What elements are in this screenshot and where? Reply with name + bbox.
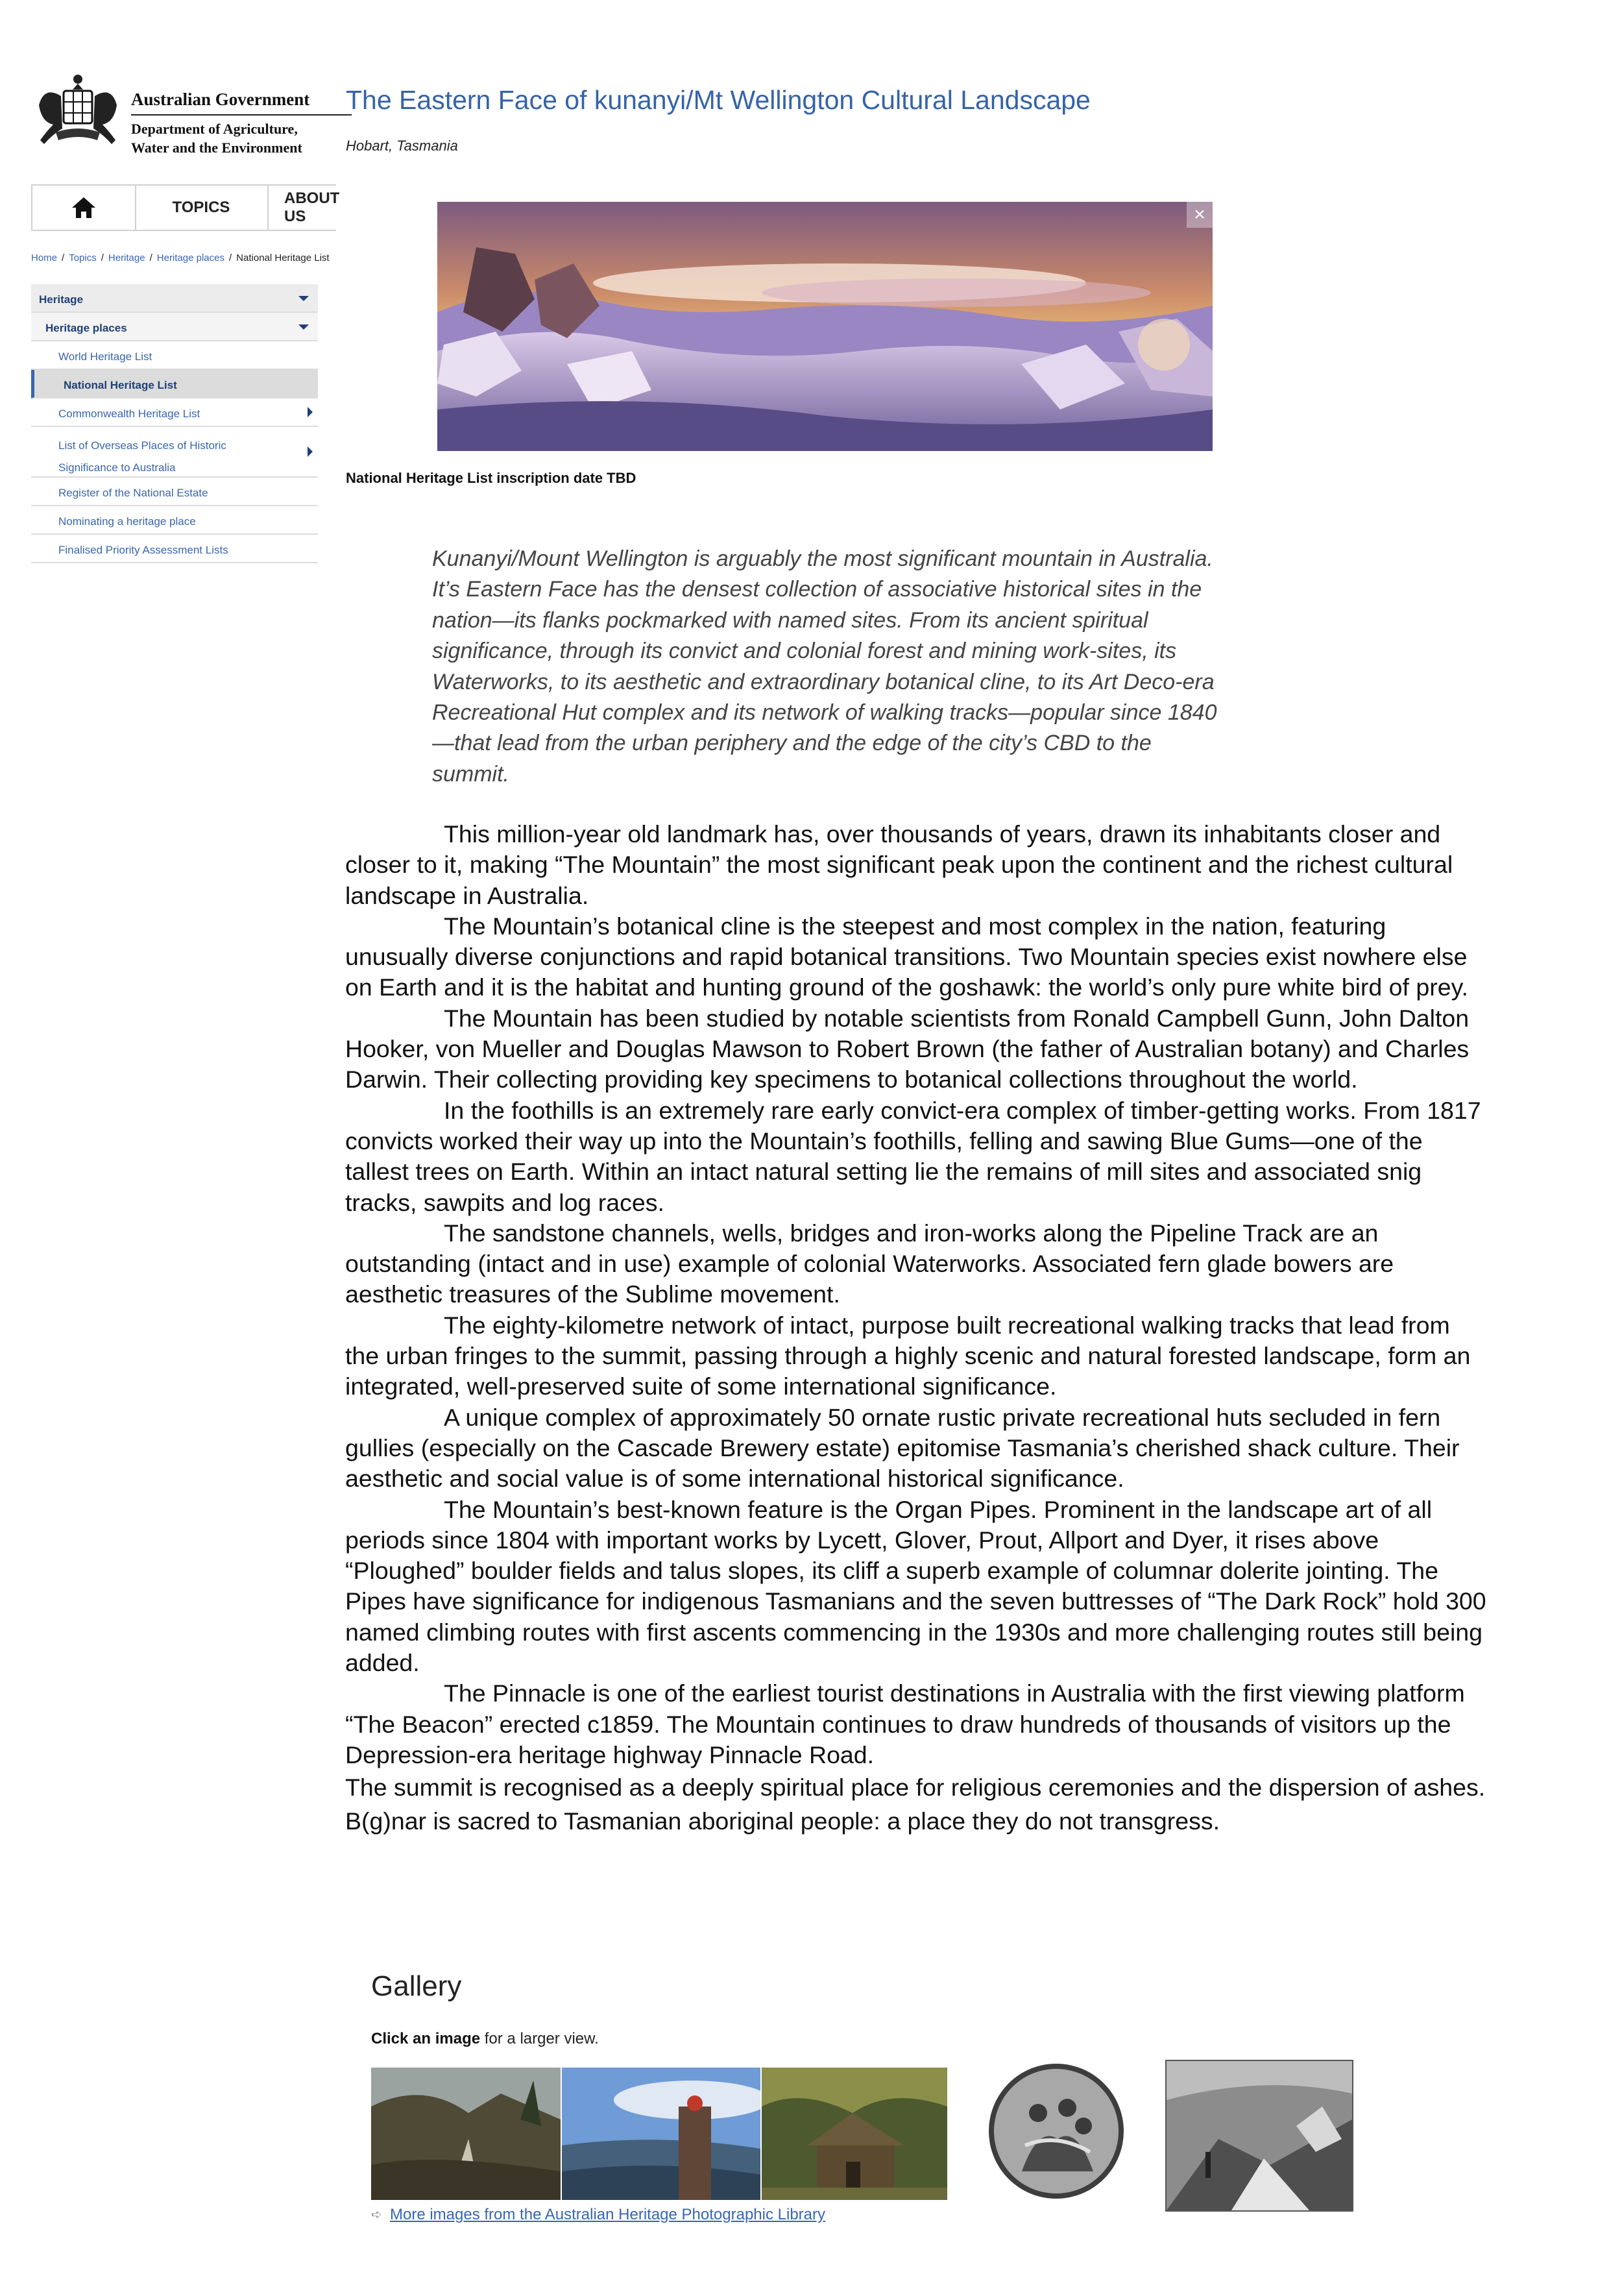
top-navigation [31,184,340,231]
summit-view-image [562,2068,760,2200]
page-title: The Eastern Face of kunanyi/Mt Wellington Cultural Landscape [346,85,1091,115]
chevron-down-icon [298,296,309,301]
more-images-link[interactable]: More images from the Australian Heritage Photographic Library [390,2206,825,2223]
nav-topics[interactable]: TOPICS [135,186,269,230]
paragraph: A unique complex of approximately 50 ornate rustic private recreational huts secluded in fern gullies (especially on the Cascade Brewery estate) epitomise Tasmania’s cherished shack culture. Their aesthetic and social value is of some international historical significance. [345,1403,1460,1493]
body-text [345,819,1487,1838]
gallery-thumbnail[interactable] [1165,2060,1353,2212]
sidebar-item-label: Commonwealth Heritage List [58,408,200,420]
breadcrumb-separator: / [101,252,104,263]
sidebar-item-commonwealth-heritage-list[interactable] [31,398,318,427]
paragraph: This million-year old landmark has, over thousands of years, drawn its inhabitants closer and closer to it, making “The Mountain” the most significant peak upon the continent and the richest cultural landscape in Australia. [345,820,1453,909]
vintage-group-portrait-image [986,2061,1126,2201]
bush-hut-image [762,2068,947,2200]
paragraph: The Mountain has been studied by notable scientists from Ronald Campbell Gunn, John Dalton Hooker, von Mueller and Douglas Mawson to Robert Brown (the father of Australian botany) and Charles Darwin. Their collecting providing key specimens to botanical collections throughout the world. [345,1004,1470,1093]
sidebar-item-world-heritage-list[interactable]: World Heritage List [31,341,318,370]
paragraph: The Mountain’s best-known feature is the Organ Pipes. Prominent in the landscape art of all periods since 1804 with important works by Lycett, Glover, Prout, Allport and Dyer, it rises above “Ploughed” boulder fields and talus slopes, its cliff a superb example of columnar dolerite jointing. The Pipes have significance for indigenous Tasmanians and the seven buttresses of “The Dark Rock” hold 300 named climbing routes with first ascents commencing in the 1930s and more challenging routes still being added. [345,1495,1486,1677]
paragraph: The sandstone channels, wells, bridges and iron-works along the Pipeline Track are an outstanding (intact and in use) example of colonial Waterworks. Associated fern glade bowers are aesthetic treasures of the Sublime movement. [345,1219,1394,1308]
inscription-date: National Heritage List inscription date TBD [346,470,636,486]
nav-about-us[interactable]: ABOUT US [284,189,340,225]
gallery-heading: Gallery [371,1970,462,2002]
gallery-thumbnail[interactable] [371,2068,561,2200]
page-location: Hobart, Tasmania [346,138,458,154]
gallery-hint-bold: Click an image [371,2030,481,2047]
gallery-instructions [371,2030,599,2048]
hero-image[interactable] [437,202,1213,451]
breadcrumb-current: National Heritage List [236,252,330,263]
breadcrumb-topics[interactable]: Topics [69,252,97,263]
sidebar-item-label: List of Overseas Places of Historic [58,439,226,452]
logo-divider [131,114,352,116]
breadcrumb [31,252,336,263]
gallery-thumbnail[interactable] [986,2061,1126,2201]
home-icon [71,196,97,219]
sidebar-item-overseas-places[interactable] [31,427,318,478]
landscape-painting-image [371,2068,561,2200]
breadcrumb-home[interactable]: Home [31,252,58,263]
paragraph: The summit is recognised as a deeply spiritual place for religious ceremonies and the dispersion of ashes. B(g)nar is sacred to Tasmanian aboriginal people: a place they do not transgress. [345,1774,1486,1835]
breadcrumb-separator: / [149,252,152,263]
coat-of-arms-icon [32,73,123,147]
government-logo[interactable] [32,73,324,160]
chevron-right-icon [308,407,313,417]
sidebar-item-label: Heritage places [45,322,127,334]
link-arrow-icon: ➪ [371,2208,382,2222]
department-line-1: Department of Agriculture, [131,121,298,137]
breadcrumb-separator: / [229,252,232,263]
home-button[interactable] [31,186,136,230]
chevron-right-icon [308,446,313,457]
snowy-summit-panorama [437,202,1213,451]
paragraph: The eighty-kilometre network of intact, purpose built recreational walking tracks that lead from the urban fringes to the summit, passing through a highly scenic and natural forested landscape, form an integrated, well-preserved suite of some international significance. [345,1311,1471,1400]
chevron-down-icon [298,324,309,330]
paragraph: The Mountain’s botanical cline is the steepest and most complex in the nation, featuring unusually diverse conjunctions and rapid botanical transitions. Two Mountain species exist nowhere else on Earth and it is the habitat and hunting ground of the goshawk: the world’s only pure white bird of prey. [345,912,1468,1001]
sidebar-item-national-heritage-list[interactable]: National Heritage List [31,370,318,398]
summary-quote: Kunanyi/Mount Wellington is arguably the most significant mountain in Australia. It’s Eastern Face has the densest collection of associative historical sites in the nation—its flanks pockmarked with named sites. From its ancient spiritual significance, through its convict and colonial forest and mining work-sites, its Waterworks, to its aesthetic and extraordinary botanical cline, to its Art Deco-era Recreational Hut complex and its network of walking tracks—popular since 1840—that lead from the urban periphery and the edge of the city’s CBD to the summit. [432,546,1217,787]
department-name [131,119,302,157]
department-line-2: Water and the Environment [131,140,302,156]
close-icon[interactable]: × [1187,202,1213,228]
sidebar-navigation [31,284,318,563]
sidebar-item-heritage-places[interactable] [31,313,318,341]
government-name: Australian Government [131,90,310,109]
sidebar-item-priority-assessment[interactable]: Finalised Priority Assessment Lists [31,535,318,563]
breadcrumb-heritage[interactable]: Heritage [108,252,145,263]
historic-rock-photo-image [1167,2061,1352,2210]
paragraph: The Pinnacle is one of the earliest tourist destinations in Australia with the first viewing platform “The Beacon” erected c1859. The Mountain continues to draw hundreds of thousands of visitors up the Depression-era heritage highway Pinnacle Road. [345,1679,1465,1768]
gallery-thumbnail[interactable] [762,2068,947,2200]
paragraph: In the foothills is an extremely rare early convict-era complex of timber-getting works. From 1817 convicts worked their way up into the Mountain’s foothills, felling and sawing Blue Gums—one of the tallest trees on Earth. Within an intact natural setting lie the remains of mill sites and associated snig tracks, sawpits and log races. [345,1096,1481,1216]
breadcrumb-heritage-places[interactable]: Heritage places [156,252,224,263]
sidebar-item-nominating[interactable]: Nominating a heritage place [31,506,318,535]
gallery-hint-text: for a larger view. [480,2030,599,2047]
breadcrumb-separator: / [62,252,65,263]
gallery-thumbnail[interactable] [562,2068,760,2200]
sidebar-item-register-national-estate[interactable]: Register of the National Estate [31,478,318,506]
sidebar-item-label: Significance to Australia [58,461,176,474]
sidebar-item-heritage[interactable] [31,284,318,313]
sidebar-item-label: Heritage [39,293,84,306]
